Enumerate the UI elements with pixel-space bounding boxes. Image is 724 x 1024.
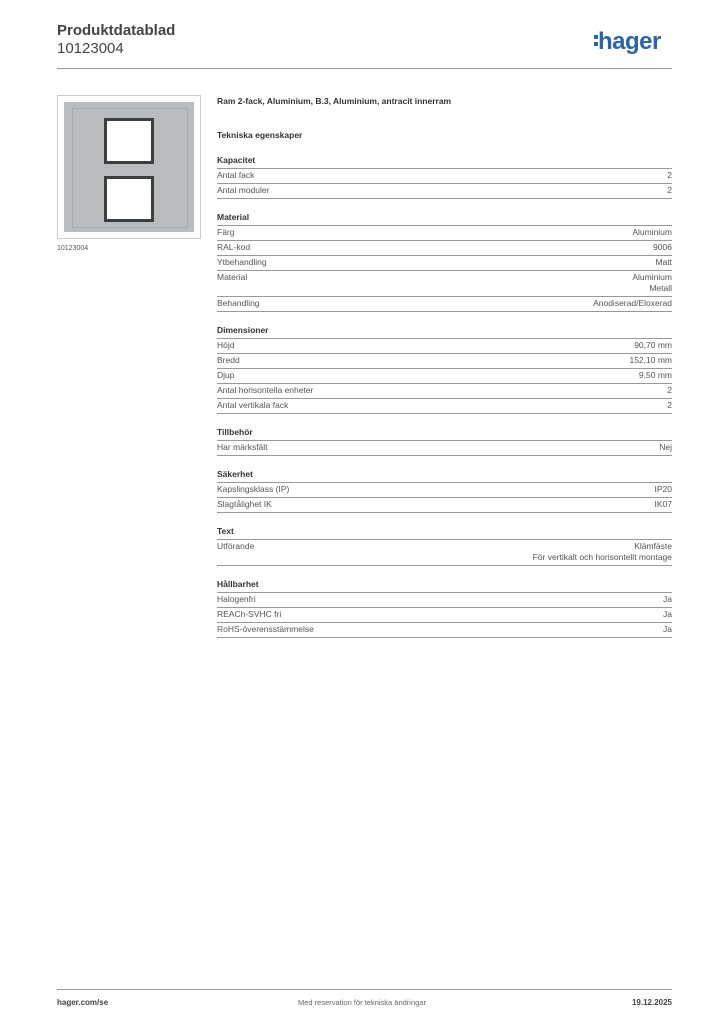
- spec-value-line: För vertikalt och horisontellt montage: [532, 552, 672, 562]
- spec-value: [639, 370, 672, 381]
- spec-value-line: 152,10 mm: [629, 355, 672, 365]
- spec-value: [593, 298, 672, 309]
- footer-website[interactable]: hager.com/se: [57, 998, 109, 1007]
- spec-label: Material: [217, 272, 248, 282]
- spec-value-line: Ja: [663, 609, 672, 619]
- footer-note: Med reservation för tekniska ändringar: [298, 998, 426, 1007]
- product-name: Ram 2-fack, Aluminium, B.3, Aluminium, antracit innerram: [217, 96, 452, 106]
- spec-content: [217, 96, 672, 638]
- spec-row: [217, 369, 672, 384]
- spec-value: [663, 594, 672, 605]
- spec-value: [632, 272, 672, 294]
- spec-value-line: Nej: [659, 442, 672, 452]
- spec-section: [217, 324, 672, 414]
- spec-value-line: 2: [667, 170, 672, 180]
- header-divider: [57, 68, 672, 69]
- spec-row: [217, 623, 672, 638]
- spec-label: Halogenfri: [217, 594, 256, 604]
- frame-picture: [64, 102, 194, 232]
- spec-row: [217, 399, 672, 414]
- spec-value: [655, 484, 673, 495]
- spec-value: [659, 442, 672, 453]
- spec-row: [217, 498, 672, 513]
- spec-value-line: Ja: [663, 624, 672, 634]
- spec-row: [217, 271, 672, 297]
- spec-label: Behandling: [217, 298, 260, 308]
- section-title: Säkerhet: [217, 468, 672, 483]
- spec-label: RoHS-överensstämmelse: [217, 624, 314, 634]
- spec-value-line: Matt: [655, 257, 672, 267]
- image-caption: 10123004: [57, 245, 89, 252]
- spec-label: Kapslingsklass (IP): [217, 484, 290, 494]
- frame-slot-top: [104, 118, 154, 164]
- spec-row: [217, 241, 672, 256]
- footer-date: 19.12.2025: [631, 998, 672, 1007]
- spec-value: [667, 400, 672, 411]
- spec-value-line: Anodiserad/Eloxerad: [593, 298, 672, 308]
- spec-value: [663, 624, 672, 635]
- spec-value-line: IK07: [654, 499, 672, 509]
- section-title: Kapacitet: [217, 154, 672, 169]
- spec-value: [667, 170, 672, 181]
- spec-row: [217, 441, 672, 456]
- spec-row: [217, 384, 672, 399]
- spec-section: [217, 154, 672, 199]
- spec-value: [629, 355, 672, 366]
- frame-slot-bottom: [104, 176, 154, 222]
- document-header: [57, 22, 175, 58]
- spec-row: [217, 256, 672, 271]
- spec-section: [217, 525, 672, 566]
- product-image: [57, 95, 201, 239]
- spec-value: [533, 541, 672, 563]
- footer-divider: [57, 989, 672, 990]
- spec-label: Färg: [217, 227, 235, 237]
- spec-label: Höjd: [217, 340, 235, 350]
- spec-label: REACh-SVHC fri: [217, 609, 282, 619]
- spec-value-line: IP20: [654, 484, 672, 494]
- spec-value: [653, 242, 672, 253]
- spec-value-line: 90,70 mm: [634, 340, 672, 350]
- spec-value-line: Ja: [663, 594, 672, 604]
- spec-value-line: Aluminium: [632, 227, 672, 237]
- specs-subtitle: Tekniska egenskaper: [217, 130, 303, 140]
- spec-row: [217, 608, 672, 623]
- spec-value-line: 9,50 mm: [638, 370, 672, 380]
- spec-label: Har märksfält: [217, 442, 268, 452]
- section-title: Dimensioner: [217, 324, 672, 339]
- spec-value: [663, 609, 672, 620]
- spec-row: [217, 169, 672, 184]
- spec-label: Utförande: [217, 541, 255, 551]
- logo-text: hager: [598, 28, 661, 55]
- spec-value-line: 9006: [653, 242, 672, 252]
- spec-label: Antal fack: [217, 170, 255, 180]
- spec-row: [217, 593, 672, 608]
- spec-row: [217, 339, 672, 354]
- spec-label: Djup: [217, 370, 235, 380]
- spec-value: [667, 185, 672, 196]
- spec-section: [217, 578, 672, 638]
- spec-row: [217, 226, 672, 241]
- section-title: Material: [217, 211, 672, 226]
- spec-value: [634, 340, 672, 351]
- spec-row: [217, 483, 672, 498]
- spec-value-line: Aluminium: [632, 272, 672, 282]
- spec-section: [217, 468, 672, 513]
- spec-sections: [217, 154, 672, 638]
- spec-section: [217, 426, 672, 456]
- spec-label: Bredd: [217, 355, 240, 365]
- spec-label: Antal horisontella enheter: [217, 385, 314, 395]
- spec-row: [217, 540, 672, 566]
- spec-value-line: Metall: [649, 283, 672, 293]
- spec-section: [217, 211, 672, 312]
- spec-value: [667, 385, 672, 396]
- spec-row: [217, 354, 672, 369]
- spec-row: [217, 297, 672, 312]
- spec-label: RAL-kod: [217, 242, 251, 252]
- spec-value: [655, 257, 672, 268]
- spec-label: Slagtålighet IK: [217, 499, 272, 509]
- spec-row: [217, 184, 672, 199]
- document-number: 10123004: [57, 40, 124, 57]
- spec-value-line: 2: [667, 385, 672, 395]
- spec-label: Antal moduler: [217, 185, 270, 195]
- spec-value-line: 2: [667, 185, 672, 195]
- hager-logo: [594, 28, 661, 56]
- section-title: Tillbehör: [217, 426, 672, 441]
- document-title: Produktdatablad: [57, 22, 176, 39]
- spec-value: [632, 227, 672, 238]
- spec-label: Ytbehandling: [217, 257, 267, 267]
- spec-value: [655, 499, 673, 510]
- spec-value-line: 2: [667, 400, 672, 410]
- section-title: Text: [217, 525, 672, 540]
- spec-value-line: Klämfäste: [634, 541, 672, 551]
- section-title: Hållbarhet: [217, 578, 672, 593]
- spec-label: Antal vertikala fack: [217, 400, 289, 410]
